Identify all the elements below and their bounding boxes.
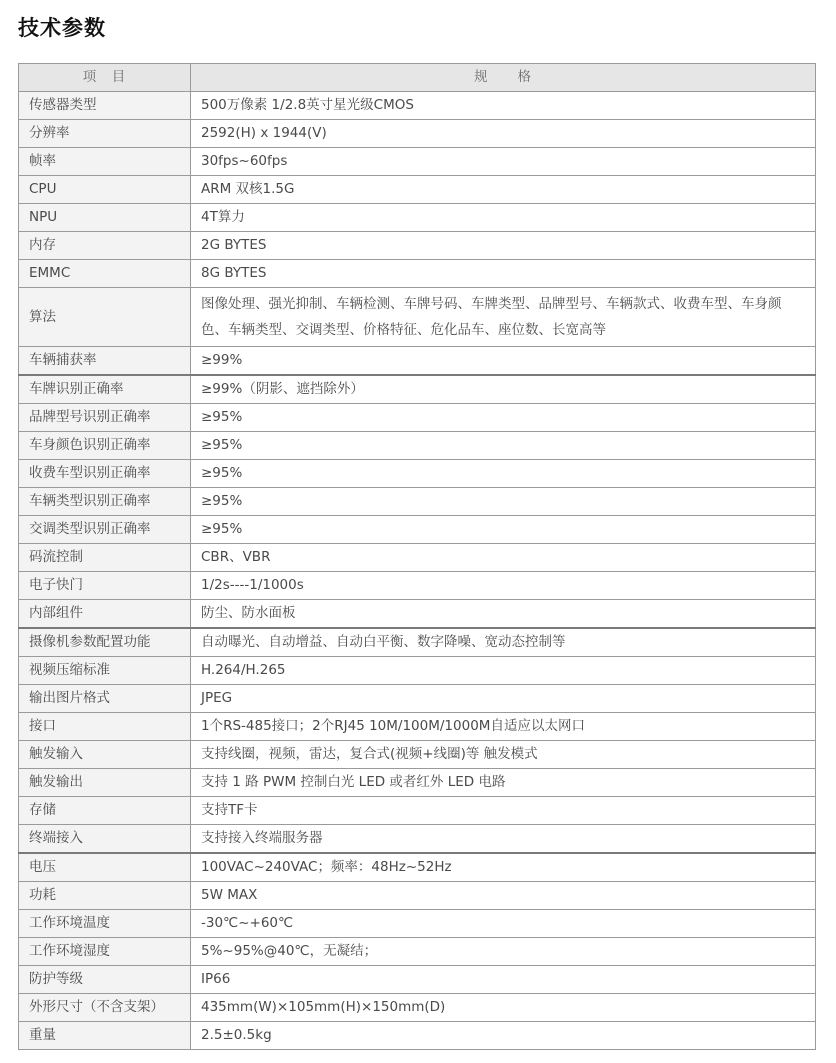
table-row (19, 910, 816, 938)
table-row (19, 544, 816, 572)
table-row (19, 176, 816, 204)
table-row (19, 853, 816, 882)
table-row (19, 204, 816, 232)
row-spec-value: 500万像素 1/2.8英寸星光级CMOS (191, 92, 816, 120)
row-item-label: 分辨率 (19, 120, 191, 148)
row-spec-value: 5%~95%@40℃，无凝结； (191, 938, 816, 966)
row-item-label: 车牌识别正确率 (19, 375, 191, 404)
row-spec-value: H.264/H.265 (191, 657, 816, 685)
header-spec: 规 格 (191, 64, 816, 92)
row-spec-value: 支持 1 路 PWM 控制白光 LED 或者红外 LED 电路 (191, 769, 816, 797)
row-spec-value: ≥95% (191, 516, 816, 544)
row-item-label: NPU (19, 204, 191, 232)
row-spec-value: 8G BYTES (191, 260, 816, 288)
row-item-label: 工作环境温度 (19, 910, 191, 938)
row-item-label: 触发输出 (19, 769, 191, 797)
row-spec-value: 图像处理、强光抑制、车辆检测、车牌号码、车牌类型、品牌型号、车辆款式、收费车型、车身颜色、车辆类型、交调类型、价格特征、危化品车、座位数、长宽高等 (191, 288, 816, 347)
table-row (19, 232, 816, 260)
row-item-label: 车辆类型识别正确率 (19, 488, 191, 516)
table-row (19, 404, 816, 432)
row-spec-value: 30fps~60fps (191, 148, 816, 176)
row-spec-value: 2.5±0.5kg (191, 1022, 816, 1050)
row-spec-value: JPEG (191, 685, 816, 713)
table-row (19, 460, 816, 488)
header-item: 项 目 (19, 64, 191, 92)
row-spec-value: 支持线圈，视频，雷达，复合式(视频+线圈)等 触发模式 (191, 741, 816, 769)
table-row (19, 882, 816, 910)
table-row (19, 260, 816, 288)
row-spec-value: ≥99%（阴影、遮挡除外） (191, 375, 816, 404)
table-header-row (19, 64, 816, 92)
row-item-label: 电压 (19, 853, 191, 882)
row-item-label: 工作环境湿度 (19, 938, 191, 966)
row-spec-value: CBR、VBR (191, 544, 816, 572)
row-item-label: 输出图片格式 (19, 685, 191, 713)
row-item-label: 防护等级 (19, 966, 191, 994)
row-item-label: 收费车型识别正确率 (19, 460, 191, 488)
row-item-label: 内部组件 (19, 600, 191, 629)
row-item-label: 终端接入 (19, 825, 191, 854)
table-row (19, 516, 816, 544)
table-row (19, 375, 816, 404)
row-item-label: 交调类型识别正确率 (19, 516, 191, 544)
row-item-label: 码流控制 (19, 544, 191, 572)
row-item-label: 内存 (19, 232, 191, 260)
row-spec-value: -30℃~+60℃ (191, 910, 816, 938)
row-spec-value: ≥95% (191, 404, 816, 432)
table-row (19, 572, 816, 600)
table-row (19, 600, 816, 629)
row-spec-value: ≥95% (191, 432, 816, 460)
row-spec-value: 支持接入终端服务器 (191, 825, 816, 854)
row-item-label: EMMC (19, 260, 191, 288)
table-row (19, 825, 816, 854)
table-row (19, 628, 816, 657)
row-item-label: 摄像机参数配置功能 (19, 628, 191, 657)
row-item-label: 存储 (19, 797, 191, 825)
row-item-label: 电子快门 (19, 572, 191, 600)
row-item-label: 车身颜色识别正确率 (19, 432, 191, 460)
row-item-label: 视频压缩标准 (19, 657, 191, 685)
table-row (19, 685, 816, 713)
table-row (19, 966, 816, 994)
row-spec-value: 1/2s----1/1000s (191, 572, 816, 600)
row-spec-value: 自动曝光、自动增益、自动白平衡、数字降噪、宽动态控制等 (191, 628, 816, 657)
row-item-label: 帧率 (19, 148, 191, 176)
row-spec-value: ARM 双核1.5G (191, 176, 816, 204)
row-item-label: 功耗 (19, 882, 191, 910)
row-spec-value: 100VAC~240VAC；频率：48Hz~52Hz (191, 853, 816, 882)
table-row (19, 797, 816, 825)
row-spec-value: ≥99% (191, 347, 816, 376)
table-row (19, 1022, 816, 1050)
row-spec-value: 防尘、防水面板 (191, 600, 816, 629)
row-spec-value: 2G BYTES (191, 232, 816, 260)
row-spec-value: IP66 (191, 966, 816, 994)
table-row (19, 120, 816, 148)
row-item-label: 接口 (19, 713, 191, 741)
row-item-label: 传感器类型 (19, 92, 191, 120)
table-row (19, 148, 816, 176)
table-row (19, 488, 816, 516)
table-row (19, 432, 816, 460)
table-row (19, 713, 816, 741)
row-spec-value: 4T算力 (191, 204, 816, 232)
row-item-label: 外形尺寸（不含支架） (19, 994, 191, 1022)
spec-table (18, 63, 816, 1050)
row-item-label: 品牌型号识别正确率 (19, 404, 191, 432)
row-spec-value: 支持TF卡 (191, 797, 816, 825)
table-row (19, 741, 816, 769)
table-row (19, 657, 816, 685)
table-row (19, 288, 816, 347)
row-spec-value: 435mm(W)×105mm(H)×150mm(D) (191, 994, 816, 1022)
table-body (19, 92, 816, 1050)
page-title: 技术参数 (18, 16, 106, 40)
row-spec-value: 5W MAX (191, 882, 816, 910)
table-row (19, 994, 816, 1022)
row-item-label: CPU (19, 176, 191, 204)
table-row (19, 92, 816, 120)
row-item-label: 车辆捕获率 (19, 347, 191, 376)
table-row (19, 938, 816, 966)
row-spec-value: ≥95% (191, 488, 816, 516)
table-row (19, 347, 816, 376)
row-spec-value: 1个RS-485接口；2个RJ45 10M/100M/1000M自适应以太网口 (191, 713, 816, 741)
table-row (19, 769, 816, 797)
row-item-label: 算法 (19, 288, 191, 347)
row-spec-value: ≥95% (191, 460, 816, 488)
row-spec-value: 2592(H) x 1944(V) (191, 120, 816, 148)
row-item-label: 触发输入 (19, 741, 191, 769)
row-item-label: 重量 (19, 1022, 191, 1050)
